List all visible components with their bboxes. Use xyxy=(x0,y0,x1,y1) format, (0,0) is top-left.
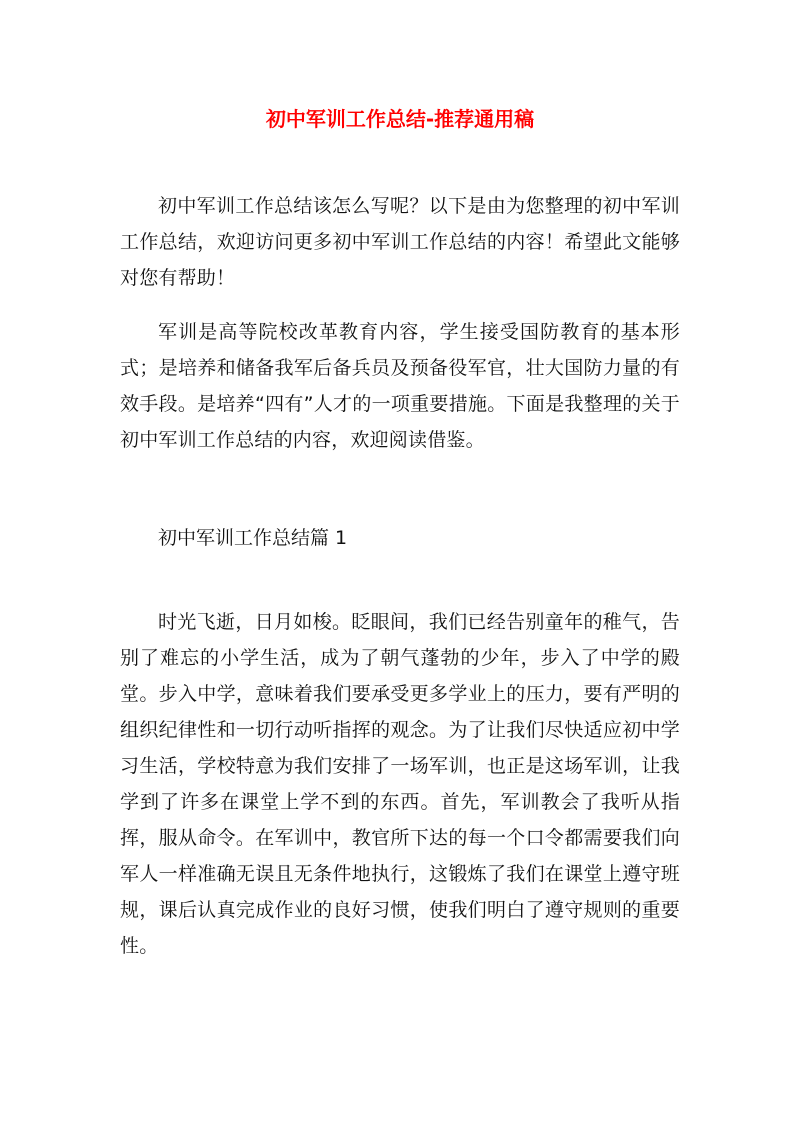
intro-paragraph: 初中军训工作总结该怎么写呢？以下是由为您整理的初中军训工作总结，欢迎访问更多初中军训工作总结的内容！希望此文能够对您有帮助！ xyxy=(120,195,680,289)
background-paragraph: 军训是高等院校改革教育内容，学生接受国防教育的基本形式；是培养和储备我军后备兵员及预备役军官，壮大国防力量的有效手段。是培养“四有”人才的一项重要措施。下面是我整理的关于初中军训工作总结的内容，欢迎阅读借鉴。 xyxy=(120,321,680,451)
section-paragraph: 时光飞逝，日月如梭。眨眼间，我们已经告别童年的稚气，告别了难忘的小学生活，成为了朝气蓬勃的少年，步入了中学的殿堂。步入中学，意味着我们要承受更多学业上的压力，要有严明的组织纪律性和一切行动听指挥的观念。为了让我们尽快适应初中学习生活，学校特意为我们安排了一场军训，也正是这场军训，让我学到了许多在课堂上学不到的东西。首先，军训教会了我听从指挥，服从命令。在军训中，教官所下达的每一个口令都需要我们向军人一样准确无误且无条件地执行，这锻炼了我们在课堂上遵守班规，课后认真完成作业的良好习惯，使我们明白了遵守规则的重要性。 xyxy=(120,611,680,957)
document-title: 初中军训工作总结-推荐通用稿 xyxy=(265,107,535,131)
section-heading: 初中军训工作总结篇 1 xyxy=(158,527,348,549)
